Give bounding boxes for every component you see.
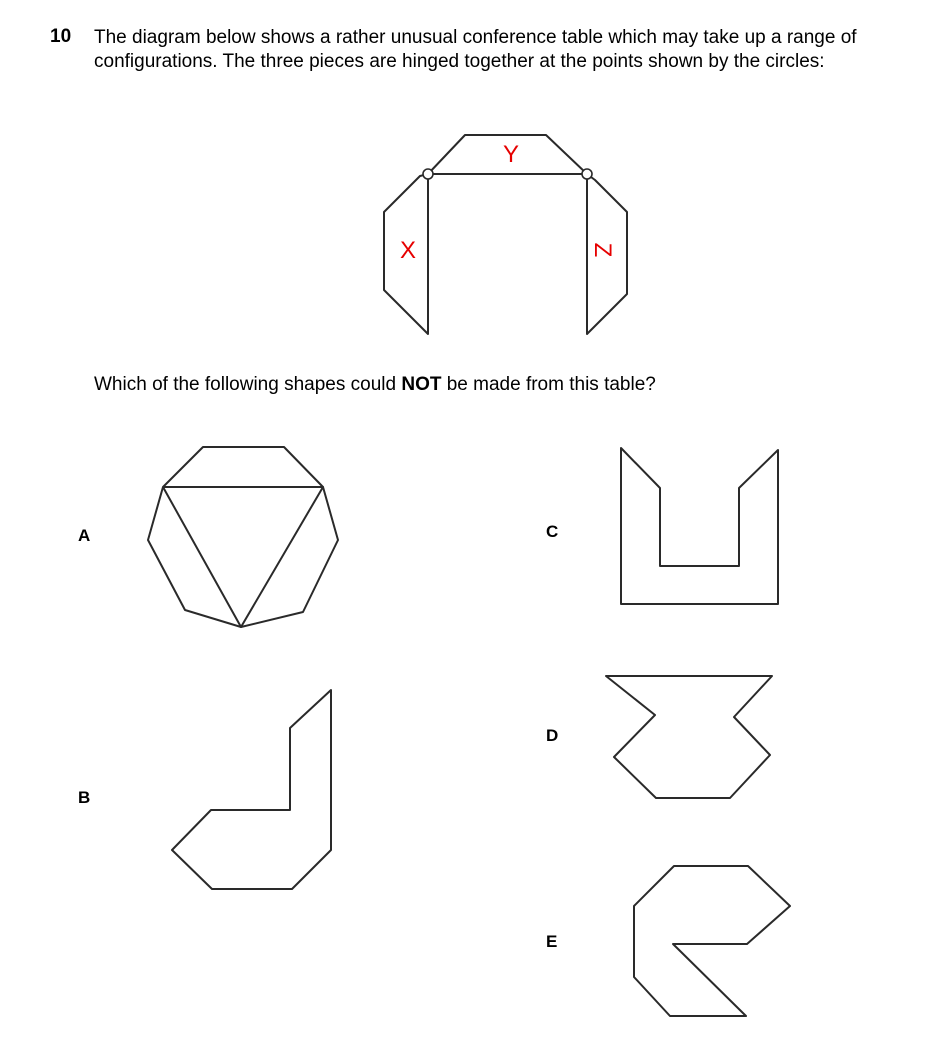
- question-prompt: Which of the following shapes could NOT be made from this table?: [94, 374, 656, 395]
- hinge-left-circle: [423, 169, 433, 179]
- option-e-label: E: [546, 932, 558, 951]
- option-a-label: A: [78, 526, 91, 545]
- prompt-emphasis: NOT: [401, 374, 442, 395]
- piece-label-y: Y: [502, 141, 520, 168]
- table-diagram: [384, 135, 627, 334]
- option-c-label: C: [546, 522, 559, 541]
- question-text: The diagram below shows a rather unusual conference table which may take up a range of configurations. The three pieces are hinged together at the points shown by the circles:: [94, 27, 857, 72]
- option-a-shape: [148, 447, 338, 627]
- option-b-shape: [172, 690, 331, 889]
- hinge-right-circle: [582, 169, 592, 179]
- piece-label-x: X: [399, 237, 417, 264]
- piece-label-z: Z: [589, 242, 616, 258]
- option-e-shape: [634, 866, 790, 1016]
- option-c-shape: [621, 448, 778, 604]
- option-d-label: D: [546, 726, 559, 745]
- question-number: 10: [50, 26, 72, 47]
- option-d-shape: [606, 676, 772, 798]
- option-b-label: B: [78, 788, 91, 807]
